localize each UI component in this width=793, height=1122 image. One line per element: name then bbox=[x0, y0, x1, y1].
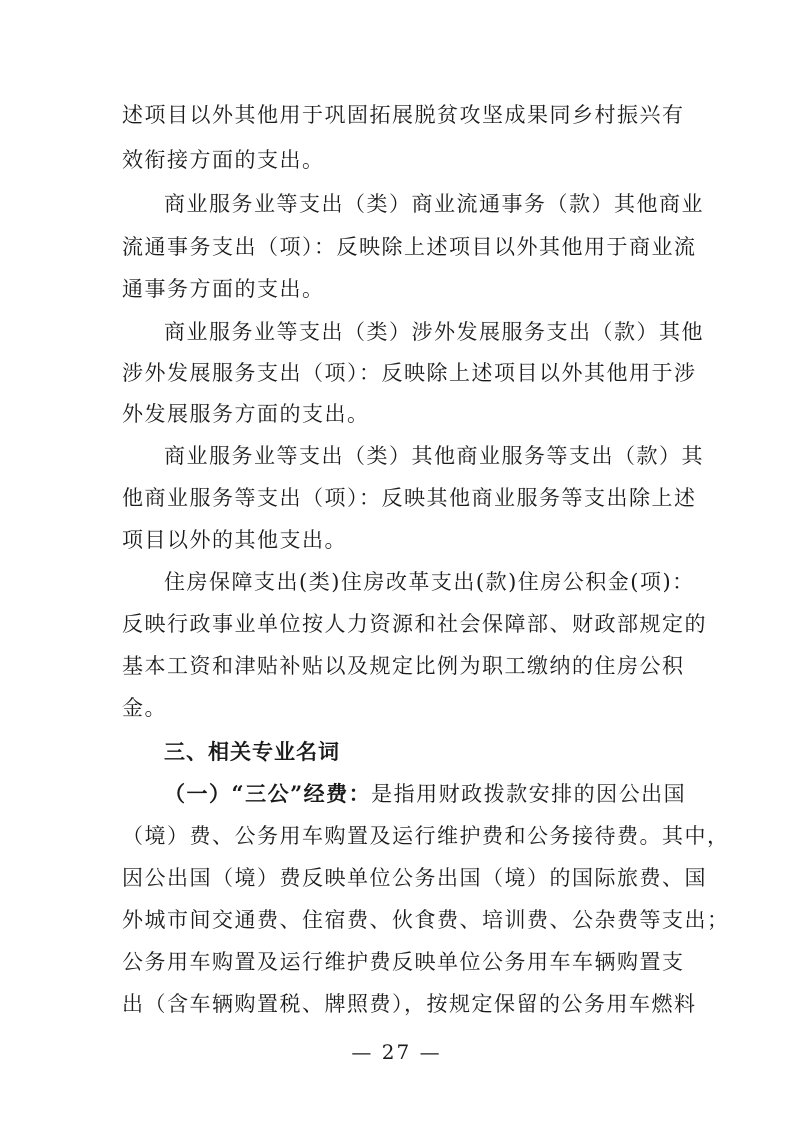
body-line: 述项目以外其他用于巩固拓展脱贫攻坚成果同乡村振兴有 bbox=[122, 103, 685, 127]
body-line: 外发展服务方面的支出。 bbox=[122, 402, 370, 426]
body-line: 反映行政事业单位按人力资源和社会保障部、财政部规定的 bbox=[122, 612, 707, 636]
body-line: 流通事务支出（项）：反映除上述项目以外其他用于商业流 bbox=[122, 235, 697, 259]
paragraph-first-line: 住房保障支出(类)住房改革支出(款)住房公积金(项)： bbox=[164, 570, 695, 594]
body-line: 项目以外的其他支出。 bbox=[122, 528, 347, 552]
term-label: （一）“三公”经费： bbox=[164, 781, 372, 806]
paragraph-first-line: 商业服务业等支出（类）涉外发展服务支出（款）其他 bbox=[164, 320, 704, 344]
term-definition: 是指用财政拨款安排的因公出国 bbox=[371, 782, 687, 806]
page-number: — 27 — bbox=[351, 1040, 442, 1064]
body-line: （境）费、公务用车购置及运行维护费和公务接待费。其中， bbox=[122, 824, 730, 848]
paragraph-first-line: 商业服务业等支出（类）其他商业服务等支出（款）其 bbox=[164, 444, 704, 468]
paragraph-first-line bbox=[164, 780, 686, 808]
paragraph-first-line: 商业服务业等支出（类）商业流通事务（款）其他商业 bbox=[164, 192, 704, 216]
body-line: 出（含车辆购置税、牌照费），按规定保留的公务用车燃料 bbox=[122, 992, 697, 1016]
body-line: 基本工资和津贴补贴以及规定比例为职工缴纳的住房公积 bbox=[122, 654, 685, 678]
body-line: 因公出国（境）费反映单位公务出国（境）的国际旅费、国 bbox=[122, 866, 707, 890]
body-line: 他商业服务等支出（项）：反映其他商业服务等支出除上述 bbox=[122, 486, 697, 510]
body-line: 通事务方面的支出。 bbox=[122, 277, 325, 301]
body-line: 外城市间交通费、住宿费、伙食费、培训费、公杂费等支出； bbox=[122, 908, 730, 932]
body-line: 公务用车购置及运行维护费反映单位公务用车车辆购置支 bbox=[122, 950, 685, 974]
body-line: 效衔接方面的支出。 bbox=[122, 148, 325, 172]
section-heading: 三、相关专业名词 bbox=[164, 740, 340, 764]
body-line: 涉外发展服务支出（项）：反映除上述项目以外其他用于涉 bbox=[122, 361, 697, 385]
body-line: 金。 bbox=[122, 696, 167, 720]
